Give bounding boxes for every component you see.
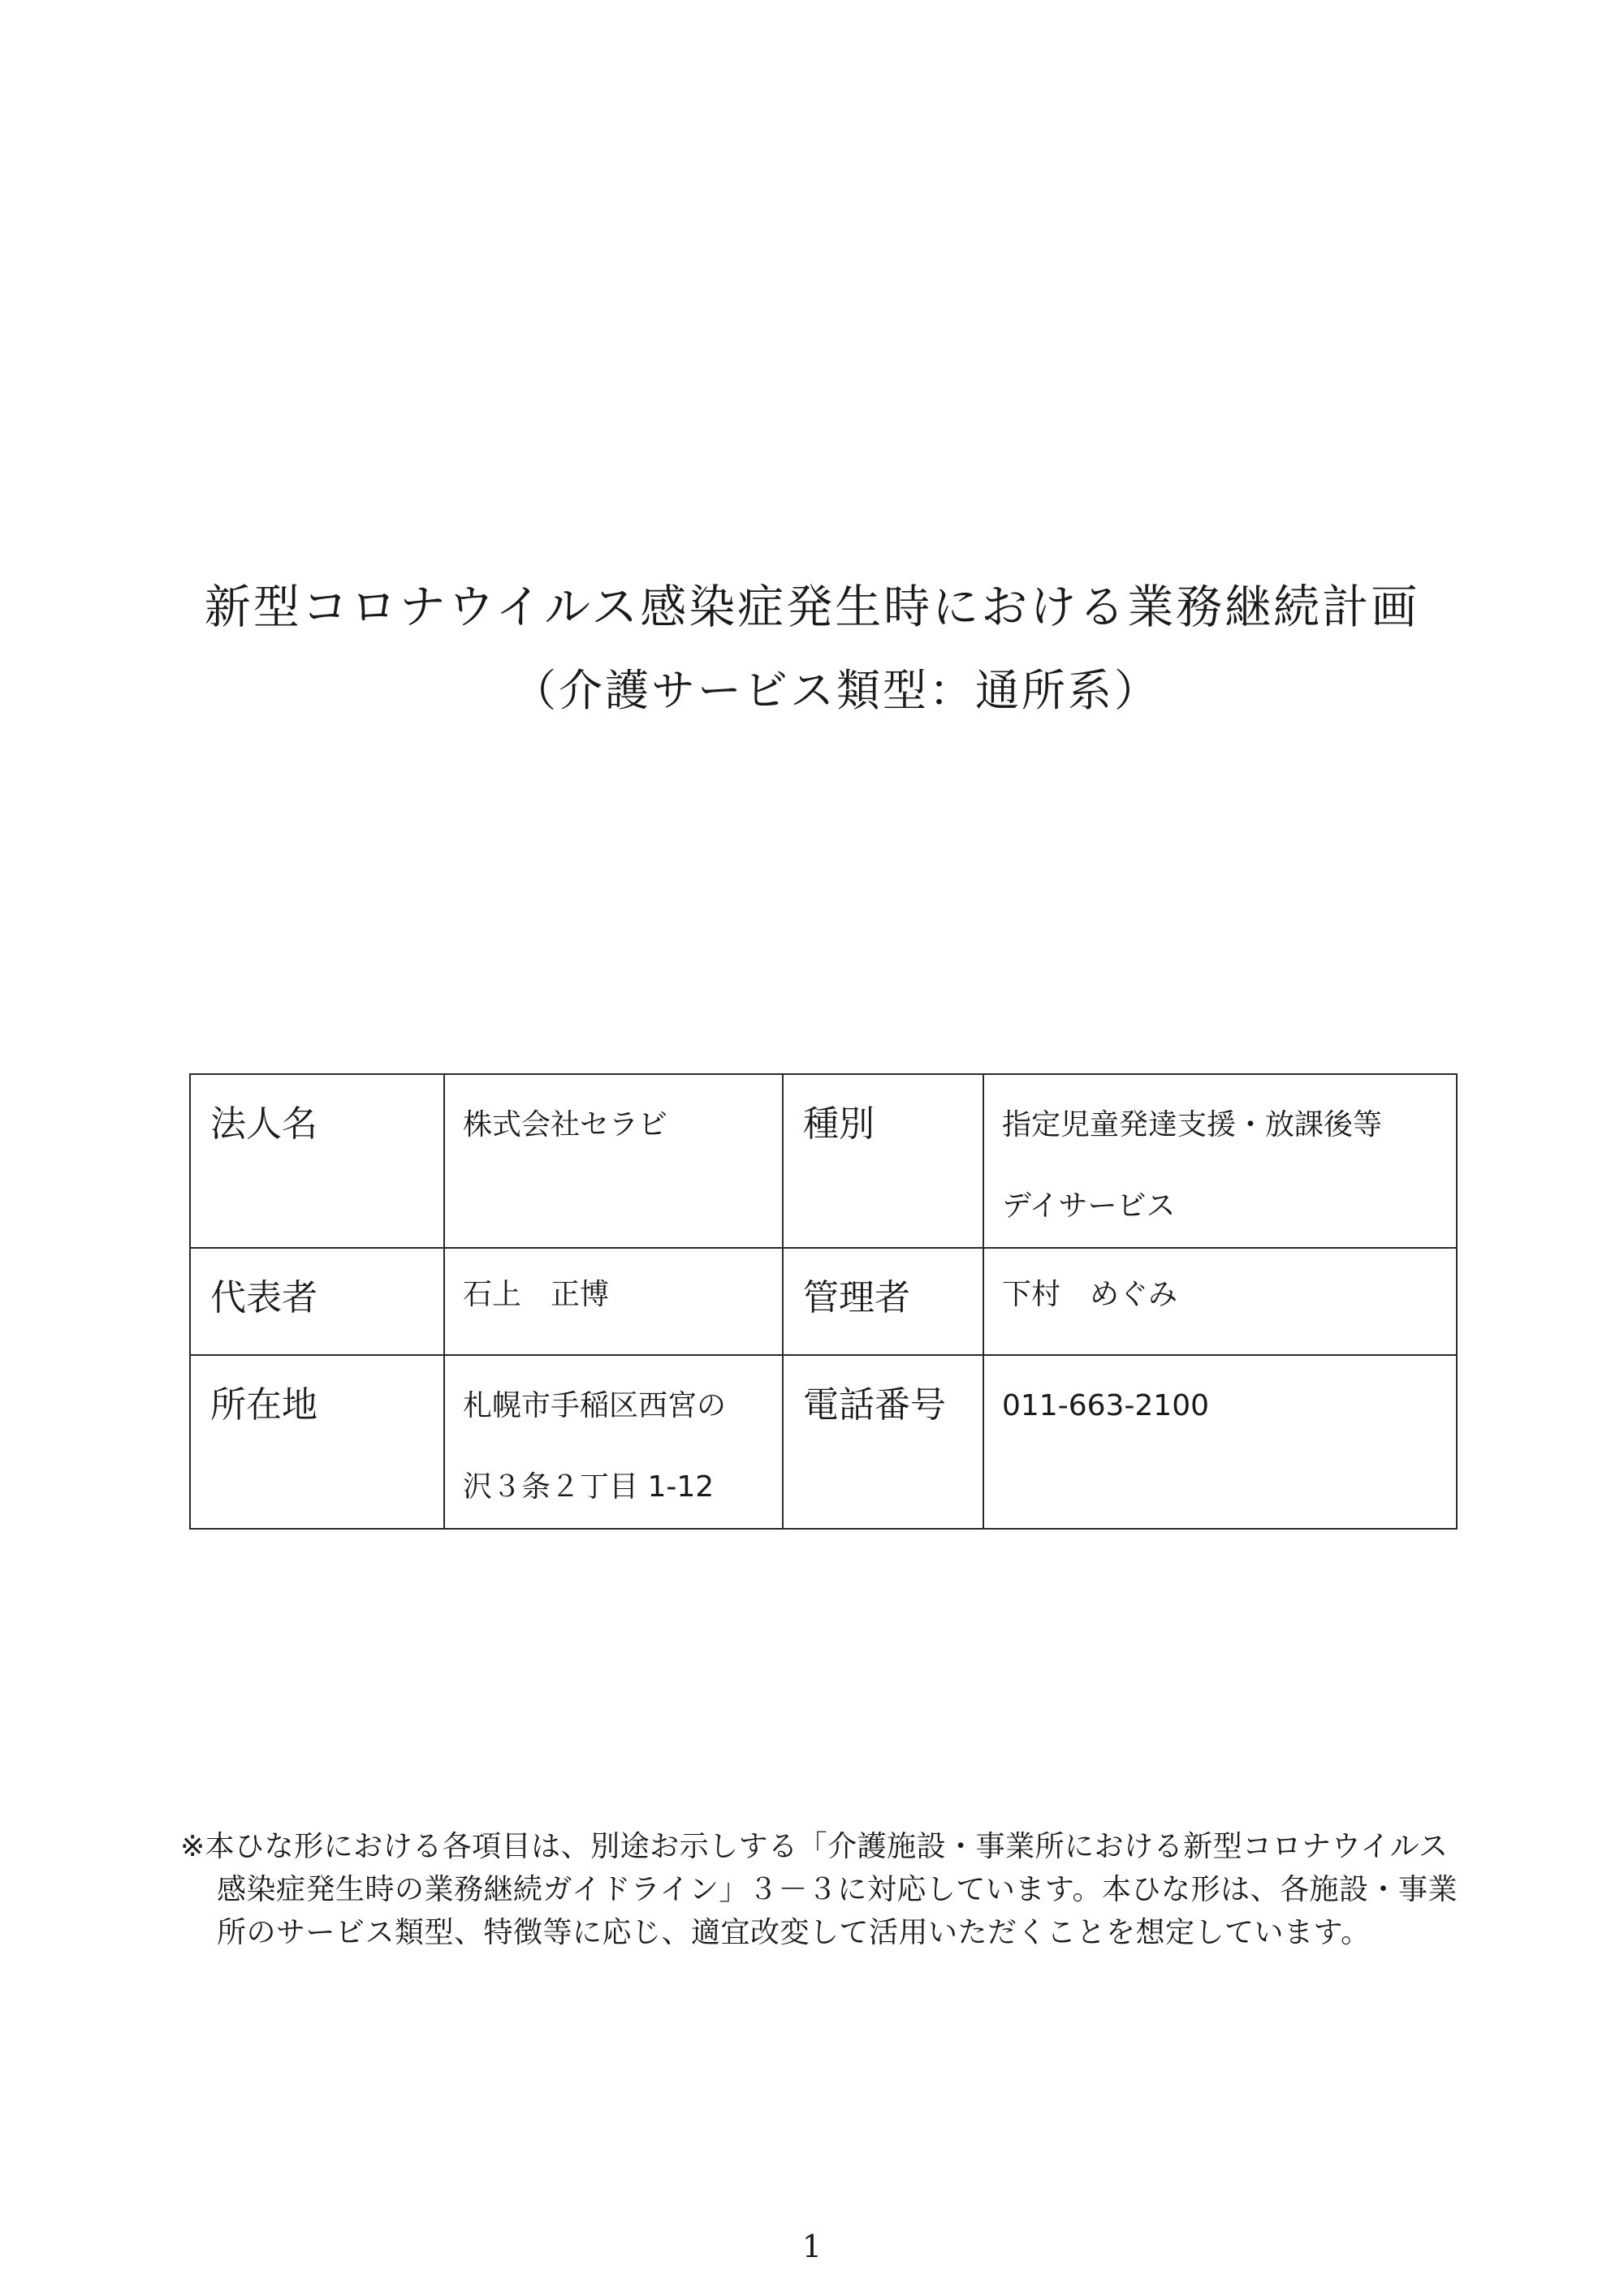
guideline-note (180, 1825, 1479, 1954)
manager-value (983, 1248, 1457, 1355)
service-type-line: 指定児童発達支援・放課後等 (1002, 1108, 1383, 1142)
note-line: ※本ひな形における各項目は、別途お示しする「介護施設・事業所における新型コロナウイルス (180, 1830, 1449, 1863)
table-row (190, 1074, 1457, 1248)
address-label: 所在地 (190, 1355, 444, 1529)
representative-value: 石上 正博 (444, 1248, 783, 1355)
document-subtitle: （介護サービス類型：通所系） (512, 665, 1160, 716)
service-type-line: デイサービス (1002, 1189, 1176, 1223)
document-title: 新型コロナウイルス感染症発生時における業務継続計画 (204, 580, 1420, 634)
phone-line: 011-663-2100 (1002, 1389, 1210, 1422)
service-type-value (983, 1074, 1457, 1248)
phone-value (983, 1355, 1457, 1529)
organization-info-table (189, 1073, 1458, 1530)
table-row (190, 1355, 1457, 1529)
manager-line: 下村 めぐみ (1002, 1278, 1178, 1311)
corporation-name-label: 法人名 (190, 1074, 444, 1248)
manager-label: 管理者 (783, 1248, 983, 1355)
address-line: 札幌市手稲区西宮の (463, 1389, 727, 1422)
corporation-name-value: 株式会社セラビ (444, 1074, 783, 1248)
representative-label: 代表者 (190, 1248, 444, 1355)
address-line: 沢３条２丁目 1-12 (463, 1470, 715, 1504)
note-line: 所のサービス類型、特徴等に応じ、適宜改変して活用いただくことを想定しています。 (217, 1916, 1371, 1949)
service-type-label: 種別 (783, 1074, 983, 1248)
note-line: 感染症発生時の業務継続ガイドライン」３－３に対応しています。本ひな形は、各施設・事業 (217, 1873, 1458, 1906)
table-row (190, 1248, 1457, 1355)
phone-label: 電話番号 (783, 1355, 983, 1529)
page-number: 1 (801, 2229, 823, 2264)
address-value (444, 1355, 783, 1529)
